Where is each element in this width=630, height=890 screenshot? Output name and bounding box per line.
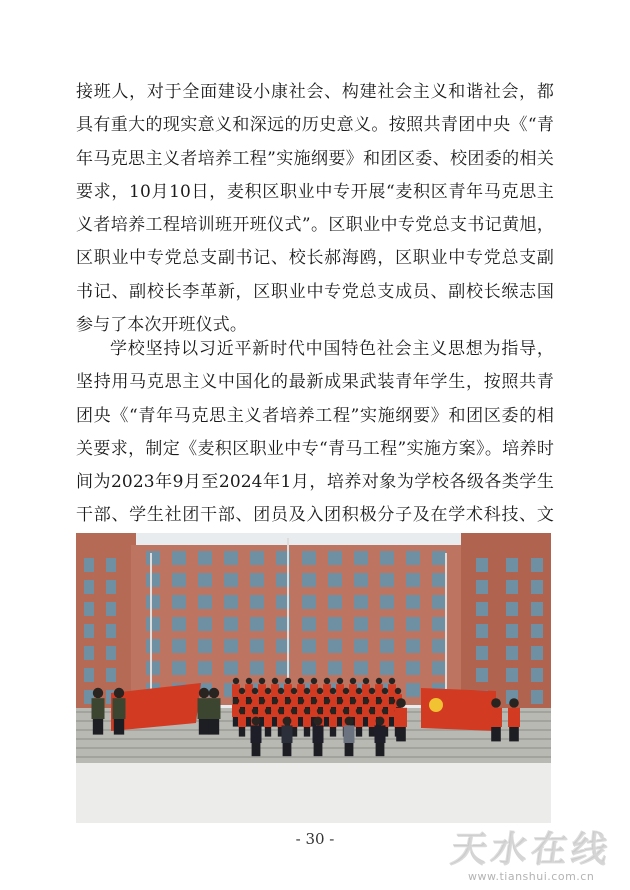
watermark-logo: 天水在线 (448, 830, 615, 871)
group-photo (76, 533, 551, 823)
page-number: - 30 - (295, 830, 335, 848)
watermark-url: www.tianshui.com.cn (468, 870, 595, 883)
body-paragraph-2: 学校坚持以习近平新时代中国特色社会主义思想为指导，坚持用马克思主义中国化的最新成果武装青年学生，按照共青团央《“青年马克思主义者培养工程”实施纲要》和团区委的相关要求，制定《麦积区职业中专“青马工程”实施方案》。培养时间为2023年9月至2024年1月，培养对象为学校各级各类学生干部、学生社团干部、团员及入团积极分子及在学术科技、文 (76, 339, 554, 526)
body-paragraph-1: 接班人，对于全面建设小康社会、构建社会主义和谐社会，都具有重大的现实意义和深远的历史意义。按照共青团中央《“青年马克思主义者培养工程”实施纲要》和团区委、校团委的相关要求，10月10日，麦积区职业中专开展“麦积区青年马克思主义者培养工程培训班开班仪式”。区职业中专党总支书记黄旭，区职业中专党总支副书记、校长郝海鸥，区职业中专党总支副书记、副校长李革新，区职业中专党总支成员、副校长缑志国参与了本次开班仪式。 (76, 82, 554, 336)
